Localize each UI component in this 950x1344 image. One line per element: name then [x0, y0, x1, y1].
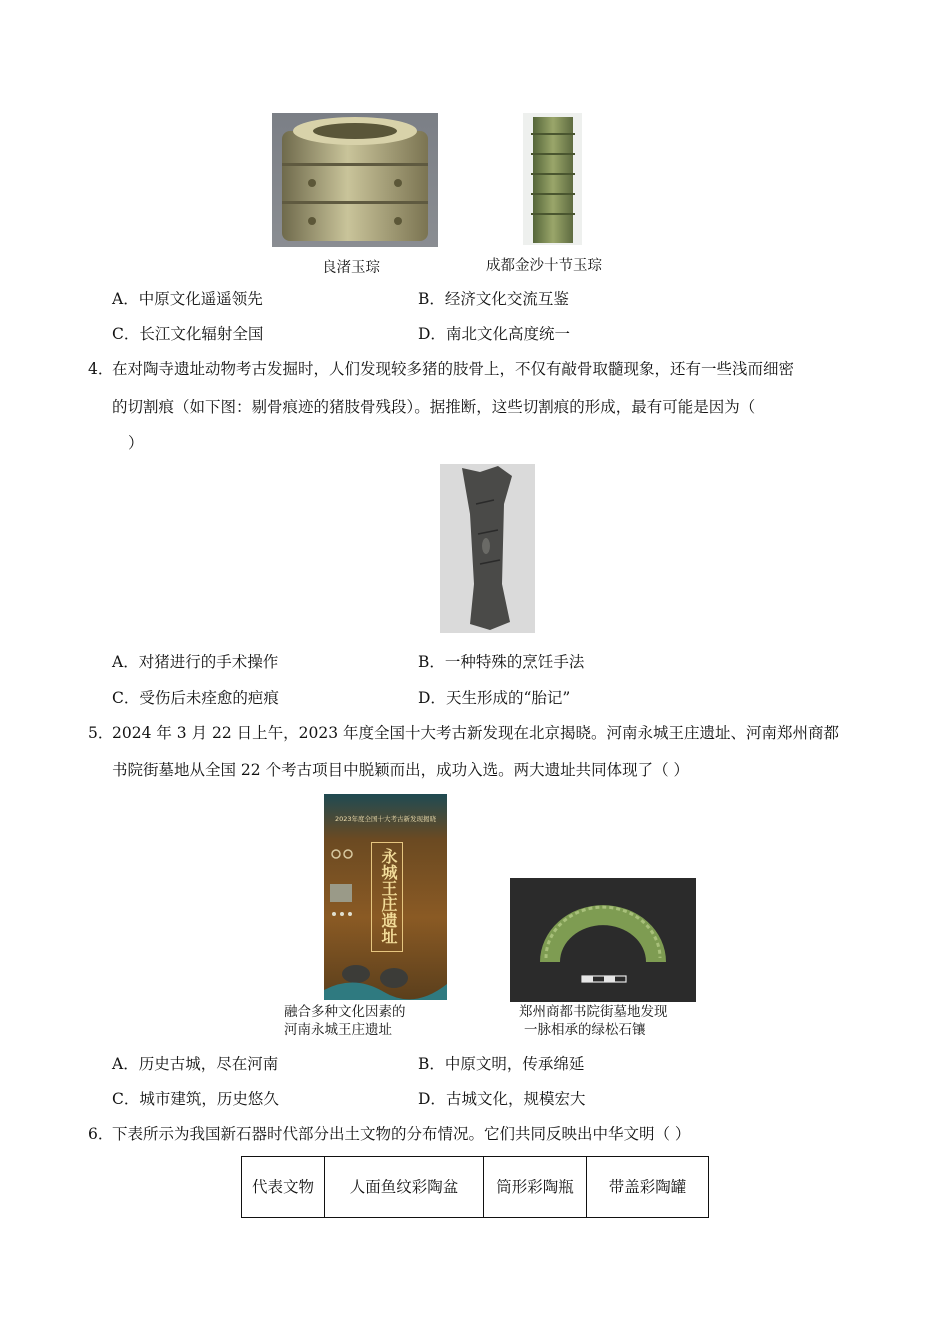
q3-option-d[interactable]: D．南北文化高度统一	[418, 325, 570, 343]
q4-option-b[interactable]: B．一种特殊的烹饪手法	[418, 653, 585, 671]
table-header-cell: 人面鱼纹彩陶盆	[325, 1157, 484, 1218]
q5-option-b[interactable]: B．中原文明，传承绵延	[418, 1055, 585, 1073]
q5-number: 5．	[88, 724, 114, 742]
q3-option-c[interactable]: C．长江文化辐射全国	[112, 325, 264, 343]
liangzhu-jade-cong-image	[272, 113, 438, 247]
turquoise-inlay-image	[510, 878, 696, 1002]
yongcheng-caption-line1: 融合多种文化因素的	[284, 1004, 406, 1020]
artifacts-table	[241, 1156, 709, 1218]
zhengzhou-caption-line2: 一脉相承的绿松石镶	[524, 1022, 646, 1038]
q3-option-a[interactable]: A．中原文化遥遥领先	[112, 290, 263, 308]
jinsha-caption: 成都金沙十节玉琮	[486, 258, 602, 274]
q5-option-d[interactable]: D．古城文化，规模宏大	[418, 1090, 586, 1108]
q5-stem-line1: 2024 年 3 月 22 日上午，2023 年度全国十大考古新发现在北京揭晓。河南永城王庄遗址、河南郑州商都	[112, 724, 840, 742]
pig-bone-image	[440, 464, 535, 633]
liangzhu-caption: 良渚玉琮	[322, 260, 380, 276]
q5-option-a[interactable]: A．历史古城，尽在河南	[112, 1055, 279, 1073]
q5-option-c[interactable]: C．城市建筑，历史悠久	[112, 1090, 279, 1108]
table-header-cell: 筒形彩陶瓶	[484, 1157, 587, 1218]
table-header-cell: 带盖彩陶罐	[587, 1157, 709, 1218]
q5-stem-line2: 书院街墓地从全国 22 个考古项目中脱颖而出，成功入选。两大遗址共同体现了（ ）	[112, 761, 690, 779]
q4-option-d[interactable]: D．天生形成的“胎记”	[418, 689, 571, 707]
q4-number: 4．	[88, 360, 114, 378]
q4-option-c[interactable]: C．受伤后未痊愈的疤痕	[112, 689, 279, 707]
yongcheng-poster-image	[324, 794, 447, 1000]
q4-stem-line1: 在对陶寺遗址动物考古发掘时，人们发现较多猪的肢骨上，不仅有敲骨取髓现象，还有一些浅而细密	[112, 360, 795, 378]
zhengzhou-caption-line1: 郑州商都书院街墓地发现	[519, 1004, 668, 1020]
q3-option-b[interactable]: B．经济文化交流互鉴	[418, 290, 569, 308]
q4-option-a[interactable]: A．对猪进行的手术操作	[112, 653, 279, 671]
poster-title: 永城王庄遗址	[379, 848, 398, 944]
q6-stem: 下表所示为我国新石器时代部分出土文物的分布情况。它们共同反映出中华文明（ ）	[112, 1125, 691, 1143]
q4-stem-line3: ）	[128, 434, 144, 452]
table-row	[242, 1157, 709, 1218]
poster-header: 2023年度全国十大考古新发现揭晓	[334, 815, 437, 823]
q4-stem-line2: 的切割痕（如下图：剔骨痕迹的猪肢骨残段）。据推断，这些切割痕的形成，最有可能是因为（	[112, 398, 756, 416]
yongcheng-caption-line2: 河南永城王庄遗址	[284, 1022, 392, 1038]
jinsha-ten-section-jade-cong-image	[523, 113, 582, 245]
table-header-cell: 代表文物	[242, 1157, 325, 1218]
q6-number: 6．	[88, 1125, 114, 1143]
